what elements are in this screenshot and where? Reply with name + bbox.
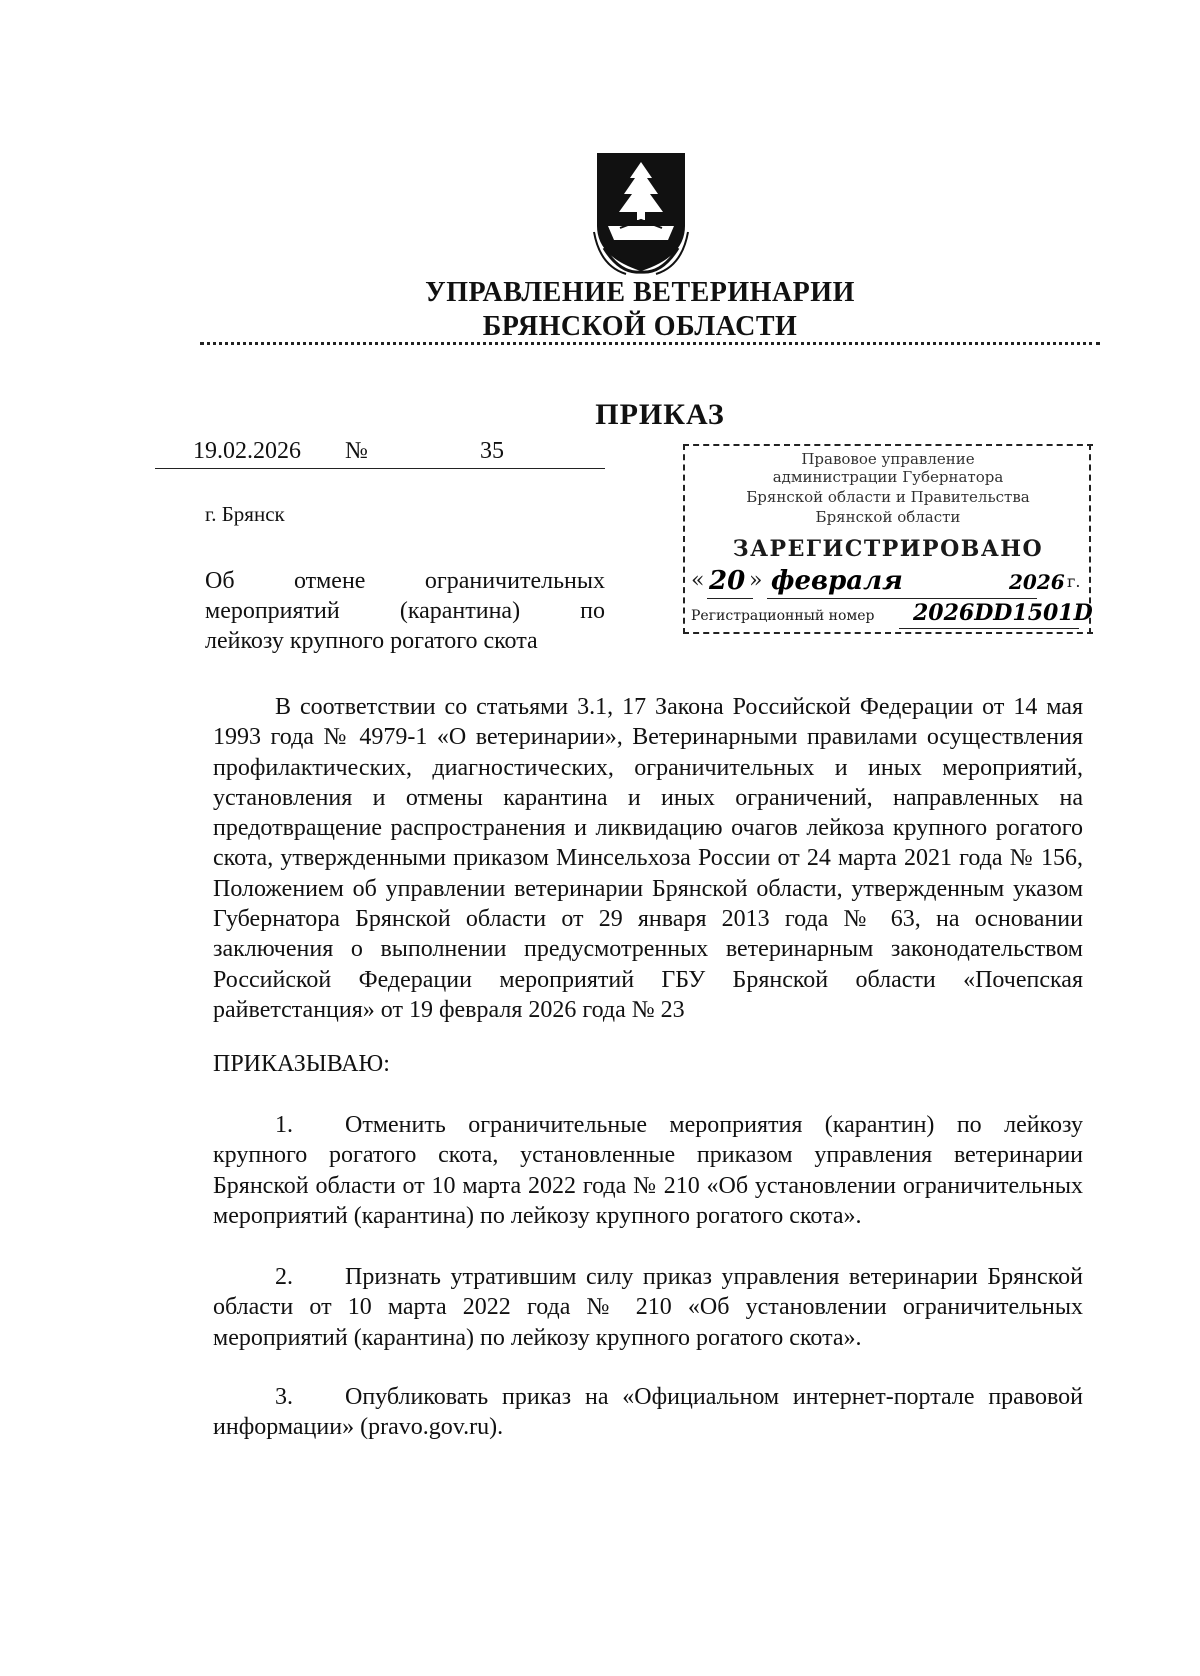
- stamp-day-underline: [707, 598, 753, 599]
- item-number: 1.: [275, 1112, 293, 1138]
- subject-line-3: лейкозу крупного рогатого скота: [205, 628, 538, 654]
- document-type: ПРИКАЗ: [595, 398, 725, 431]
- stamp-reg-number: 2026DD1501D: [913, 600, 1093, 626]
- order-item-3: [213, 1382, 1083, 1443]
- coat-of-arms-icon: [590, 148, 692, 278]
- document-subject: [205, 566, 605, 656]
- stamp-border-bottom: [683, 632, 1093, 634]
- stamp-quote-close: »: [749, 568, 763, 593]
- subject-line-1: Об отмене ограничительных: [205, 568, 605, 594]
- stamp-registered: ЗАРЕГИСТРИРОВАНО: [732, 536, 1044, 562]
- stamp-month-underline: [767, 598, 1037, 599]
- subject-line-2: мероприятий (карантина) по: [205, 598, 605, 624]
- item-text: Опубликовать приказ на «Официальном интернет-портале правовой информации» (pravo.gov.ru).: [213, 1384, 1083, 1441]
- number-sign: №: [345, 438, 368, 464]
- header-divider: [200, 342, 1100, 345]
- order-item-2: [213, 1262, 1083, 1353]
- order-item-1: [213, 1110, 1083, 1231]
- stamp-border-top: [683, 444, 1093, 446]
- date-number-line: [155, 438, 605, 469]
- item-number: 2.: [275, 1264, 293, 1290]
- order-word: ПРИКАЗЫВАЮ:: [213, 1051, 390, 1077]
- registration-stamp: [683, 444, 1093, 634]
- stamp-date-row: [691, 566, 1087, 600]
- org-line-1: УПРАВЛЕНИЕ ВЕТЕРИНАРИИ: [425, 277, 855, 308]
- stamp-reg-underline: [899, 628, 1079, 629]
- city: г. Брянск: [205, 502, 285, 526]
- document-number: 35: [480, 438, 504, 464]
- item-number: 3.: [275, 1384, 293, 1410]
- stamp-line-1: Правовое управление: [801, 450, 975, 468]
- stamp-month: февраля: [771, 566, 903, 596]
- stamp-day: 20: [709, 566, 746, 596]
- stamp-year: 2026: [1009, 570, 1065, 594]
- stamp-line-3: Брянской области и Правительства: [746, 488, 1030, 506]
- item-text: Отменить ограничительные мероприятия (карантин) по лейкозу крупного рогатого скота, установленные приказом управления ветеринарии Брянской области от 10 марта 2022 года № 210 «Об установлении ограничительных мероприятий (карантина) по лейкозу крупного рогатого скота».: [213, 1112, 1083, 1229]
- stamp-quote-open: «: [691, 568, 705, 593]
- item-text: Признать утратившим силу приказ управления ветеринарии Брянской области от 10 марта 2022 года № 210 «Об установлении ограничительных мероприятий (карантина) по лейкозу крупного рогатого скота».: [213, 1264, 1083, 1351]
- preamble-paragraph: В соответствии со статьями 3.1, 17 Закона Российской Федерации от 14 мая 1993 года № 4979-1 «О ветеринарии», Ветеринарными правилами осуществления профилактических, диагностических, ограничительных и иных мероприятий, установления и отмены карантина и иных ограничений, направленных на предотвращение распространения и ликвидацию очагов лейкоза крупного рогатого скота, утвержденными приказом Минсельхоза России от 24 марта 2021 года № 156, Положением об управлении ветеринарии Брянской области, утвержденным указом Губернатора Брянской области от 29 января 2013 года № 63, на основании заключения о выполнении предусмотренных ветеринарным законодательством Российской Федерации мероприятий ГБУ Брянской области «Почепская райветстанция» от 19 февраля 2026 года № 23: [213, 694, 1083, 1023]
- org-line-2: БРЯНСКОЙ ОБЛАСТИ: [482, 311, 798, 342]
- stamp-reg-label: Регистрационный номер: [691, 608, 875, 624]
- stamp-line-4: Брянской области: [815, 508, 961, 526]
- stamp-line-2: администрации Губернатора: [772, 468, 1004, 486]
- organization-name: [200, 276, 1080, 344]
- stamp-reg-row: [691, 600, 1093, 630]
- document-date: 19.02.2026: [193, 438, 301, 464]
- stamp-year-suffix: г.: [1067, 572, 1081, 591]
